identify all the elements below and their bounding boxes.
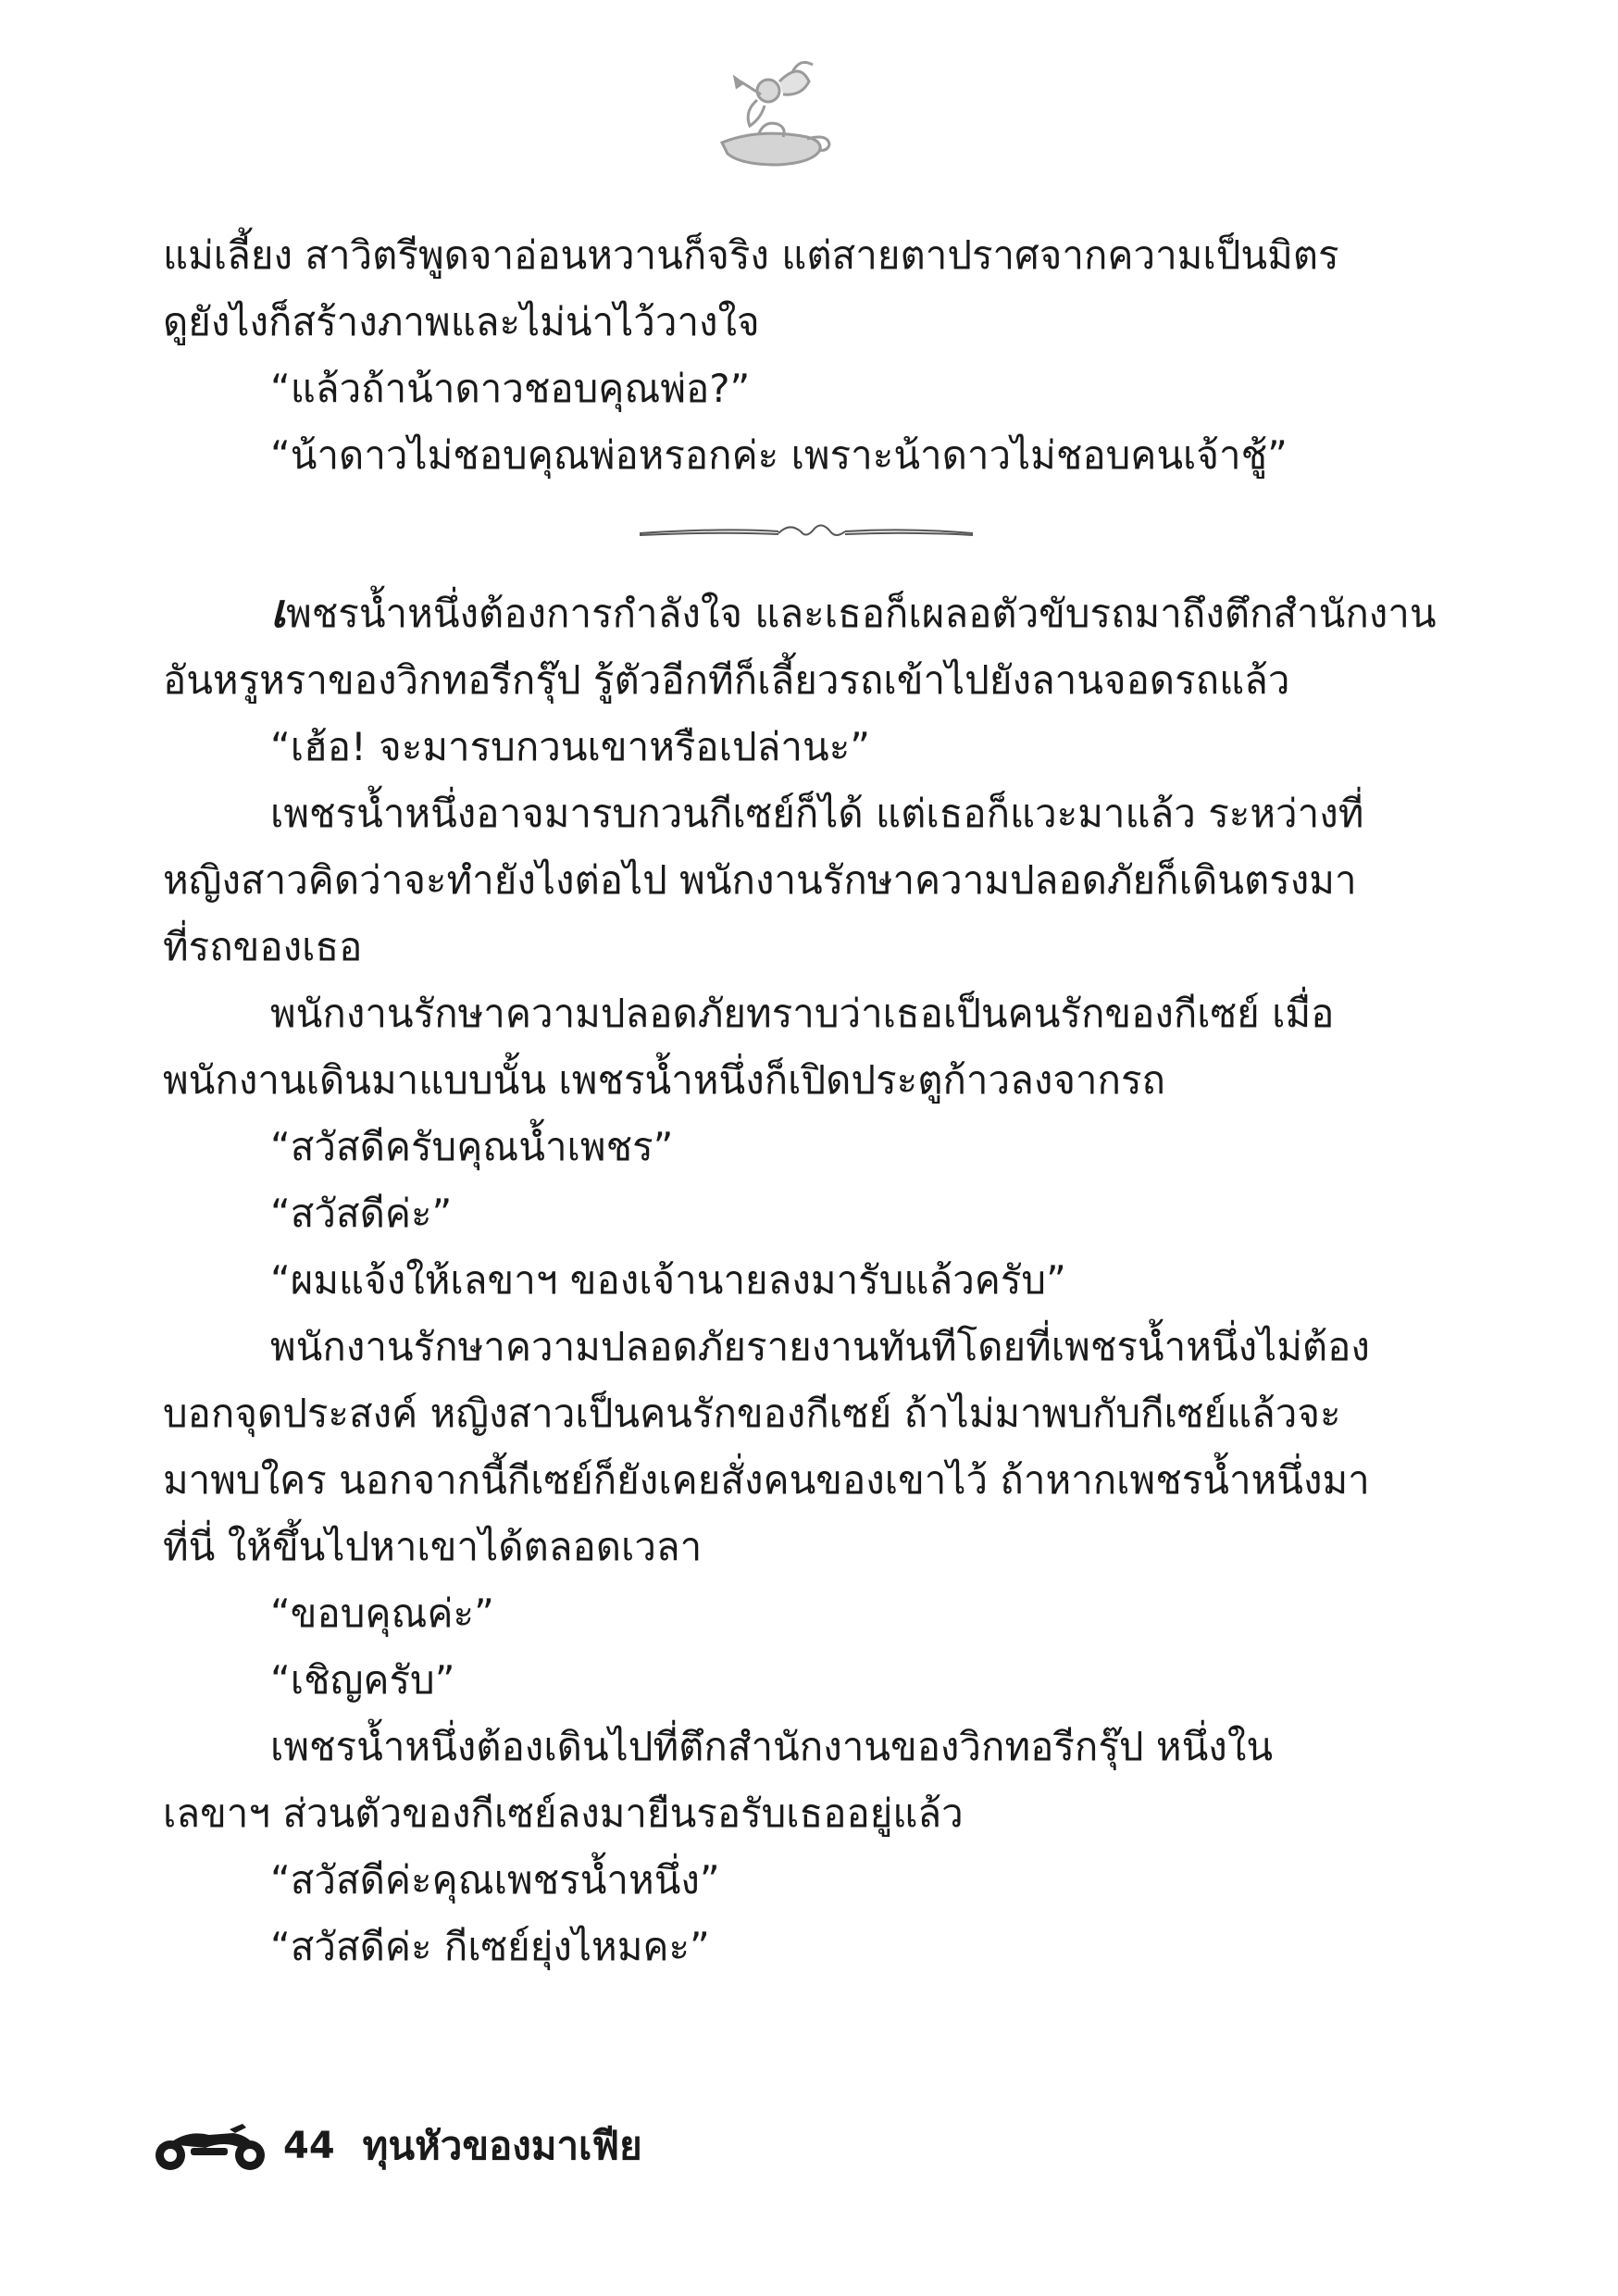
section-first-line bbox=[163, 578, 1437, 647]
text-line: “เฮ้อ! จะมารบกวนเขาหรือเปล่านะ” bbox=[270, 724, 871, 769]
text-line: “เชิญครับ” bbox=[270, 1657, 455, 1703]
text-line: “ผมแจ้งให้เลขาฯ ของเจ้านายลงมารับแล้วครับ” bbox=[270, 1257, 1066, 1303]
first-line-text: พชรน้ำหนึ่งต้องการกำลังใจ และเธอก็เผลอตัวขับรถมาถึงตึกสำนักงาน bbox=[286, 591, 1437, 636]
text-line: “สวัสดีครับคุณน้ำเพชร” bbox=[270, 1124, 674, 1169]
text-line: “สวัสดีค่ะ กีเซย์ยุ่งไหมคะ” bbox=[270, 1924, 710, 1969]
text-line: อันหรูหราของวิกทอรีกรุ๊ป รู้ตัวอีกทีก็เลี้ยวรถเข้าไปยังลานจอดรถแล้ว bbox=[163, 657, 1290, 703]
text-line: พนักงานรักษาความปลอดภัยทราบว่าเธอเป็นคนรักของกีเซย์ เมื่อ bbox=[270, 991, 1335, 1036]
cupid-teapot-ornament-icon bbox=[703, 54, 833, 174]
dialogue-line: “แล้วถ้าน้าดาวชอบคุณพ่อ?” bbox=[270, 366, 751, 411]
text-line: เลขาฯ ส่วนตัวของกีเซย์ลงมายืนรอรับเธออยู่แล้ว bbox=[163, 1791, 964, 1836]
book-title: ทุนหัวของมาเฟีย bbox=[362, 2123, 642, 2168]
text-line: บอกจุดประสงค์ หญิงสาวเป็นคนรักของกีเซย์ ถ้าไม่มาพบกับกีเซย์แล้วจะ bbox=[163, 1391, 1341, 1436]
text-line: ที่รถของเธอ bbox=[163, 924, 363, 969]
text-line: ที่นี่ ให้ขึ้นไปหาเขาได้ตลอดเวลา bbox=[163, 1524, 703, 1569]
text-line: พนักงานรักษาความปลอดภัยรายงานทันทีโดยที่เพชรน้ำหนึ่งไม่ต้อง bbox=[270, 1324, 1370, 1369]
body-text bbox=[163, 222, 1437, 1980]
text-line: “สวัสดีค่ะ” bbox=[270, 1191, 453, 1236]
dialogue-line: “น้าดาวไม่ชอบคุณพ่อหรอกค่ะ เพราะน้าดาวไม่ชอบคนเจ้าชู้” bbox=[270, 432, 1288, 478]
text-line: มาพบใคร นอกจากนี้กีเซย์ก็ยังเคยสั่งคนของเขาไว้ ถ้าหากเพชรน้ำหนึ่งมา bbox=[163, 1457, 1370, 1503]
flourish-divider-icon bbox=[640, 515, 973, 552]
paragraph-line-1: แม่เลี้ยง สาวิตรีพูดจาอ่อนหวานก็จริง แต่สายตาปราศจากความเป็นมิตร bbox=[163, 232, 1339, 278]
section-lines bbox=[163, 647, 1370, 1980]
page-footer bbox=[150, 2118, 642, 2174]
paragraph-line-2: ดูยังไงก็สร้างภาพและไม่น่าไว้วางใจ bbox=[163, 299, 760, 344]
motorcycle-icon bbox=[150, 2120, 270, 2172]
text-line: “ขอบคุณค่ะ” bbox=[270, 1591, 494, 1636]
text-line: เพชรน้ำหนึ่งต้องเดินไปที่ตึกสำนักงานของวิกทอรีกรุ๊ป หนึ่งใน bbox=[270, 1724, 1274, 1769]
section-divider bbox=[163, 489, 1366, 578]
text-line: หญิงสาวคิดว่าจะทำยังไงต่อไป พนักงานรักษาความปลอดภัยก็เดินตรงมา bbox=[163, 857, 1357, 903]
text-line: เพชรน้ำหนึ่งอาจมารบกวนกีเซย์ก็ได้ แต่เธอก็แวะมาแล้ว ระหว่างที่ bbox=[270, 791, 1364, 836]
text-line: พนักงานเดินมาแบบนั้น เพชรน้ำหนึ่งก็เปิดประตูก้าวลงจากรถ bbox=[163, 1057, 1165, 1103]
drop-cap: เ bbox=[270, 584, 287, 638]
page-number: 44 bbox=[283, 2125, 335, 2167]
text-line: “สวัสดีค่ะคุณเพชรน้ำหนึ่ง” bbox=[270, 1857, 720, 1903]
